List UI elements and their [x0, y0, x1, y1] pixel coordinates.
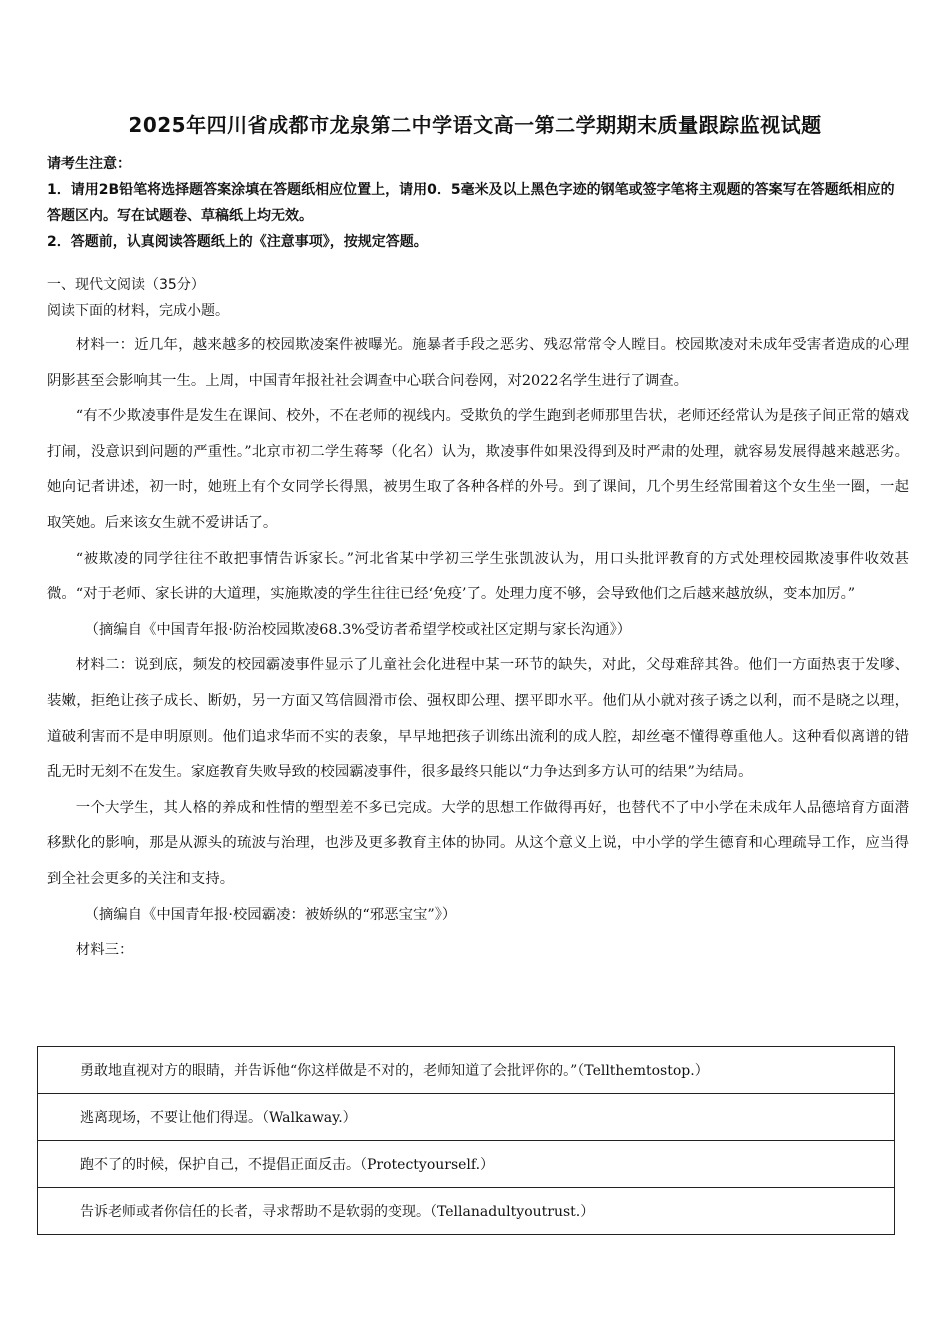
paragraph-material-1: 材料一：近几年，越来越多的校园欺凌案件被曝光。施暴者手段之恶劣、残忍常常令人瞠目。校园欺凌对未成年受害者造成的心理阴影甚至会影响其一生。上周，中国青年报社社会调查中心联合问卷网，对2022名学生进行了调查。 [47, 337, 909, 389]
paragraph-university: 一个大学生，其人格的养成和性情的塑型差不多已完成。大学的思想工作做得再好，也替代不了中小学在未成年人品德培育方面潜移默化的影响，那是从源头的琉波与治理，也涉及更多教育主体的协同。从这个意义上说，中小学的学生德育和心理疏导工作，应当得到全社会更多的关注和支持。 [47, 799, 909, 887]
table-row [38, 1094, 895, 1141]
section-header [47, 272, 907, 324]
material-3-table [37, 1046, 895, 1235]
table-cell: 告诉老师或者你信任的长者，寻求帮助不是软弱的变现。（Tellanadultyoutrust.） [38, 1188, 895, 1235]
document-title: 2025年四川省成都市龙泉第二中学语文高一第二学期期末质量跟踪监视试题 [128, 113, 822, 137]
table-row [38, 1188, 895, 1235]
notice-item-2: 2．答题前，认真阅读答题纸上的《注意事项》，按规定答题。 [47, 234, 428, 250]
source-citation-2: （摘编自《中国青年报·校园霸凌：被娇纵的“邪恶宝宝”》） [84, 906, 457, 923]
notice-item-1: 1．请用2B铅笔将选择题答案涂填在答题纸相应位置上，请用0．5毫米及以上黑色字迹的钢笔或签字笔将主观题的答案写在答题纸相应的答题区内。写在试题卷、草稿纸上均无效。 [47, 182, 895, 224]
paragraph-material-3-label: 材料三： [75, 942, 134, 959]
table-row [38, 1141, 895, 1188]
table-cell: 跑不了的时候，保护自己，不提倡正面反击。（Protectyourself.） [38, 1141, 895, 1188]
source-citation-1: （摘编自《中国青年报·防治校园欺凌68.3%受访者希望学校或社区定期与家长沟通》） [84, 621, 632, 638]
table-row [38, 1047, 895, 1094]
reading-material [47, 328, 909, 969]
paragraph-quote-1: “有不少欺凌事件是发生在课间、校外，不在老师的视线内。受欺负的学生跑到老师那里告状，老师还经常认为是孩子间正常的嬉戏打闹，没意识到问题的严重性。”北京市初二学生蒋琴（化名）认为，欺凌事件如果没得到及时严肃的处理，就容易发展得越来越恶劣。她向记者讲述，初一时，她班上有个女同学长得黑，被男生取了各种各样的外号。到了课间，几个男生经常围着这个女生坐一圈，一起取笑她。后来该女生就不爱讲话了。 [47, 408, 909, 531]
section-instruction: 阅读下面的材料，完成小题。 [47, 303, 229, 319]
paragraph-quote-2: “被欺凌的同学往往不敢把事情告诉家长。”河北省某中学初三学生张凯波认为，用口头批评教育的方式处理校园欺凌事件收效甚微。“对于老师、家长讲的大道理，实施欺凌的学生往往已经‘免疫’了。处理力度不够，会导致他们之后越来越放纵，变本加厉。” [47, 550, 909, 603]
section-heading: 一、现代文阅读（35分） [47, 277, 205, 293]
candidate-notice [47, 151, 907, 255]
paragraph-material-2: 材料二：说到底，频发的校园霸凌事件显示了儿童社会化进程中某一环节的缺失，对此，父母难辞其咎。他们一方面热衷于发嗲、装嫩，拒绝让孩子成长、断奶，另一方面又笃信圆滑市侩、强权即公理、摆平即水平。他们从小就对孩子诱之以利，而不是晓之以理，道破利害而不是申明原则。他们追求华而不实的表象，早早地把孩子训练出流利的成人腔，却丝毫不懂得尊重他人。这种看似离谱的错乱无时无刻不在发生。家庭教育失败导致的校园霸凌事件，很多最终只能以“力争达到多方认可的结果”为结局。 [47, 657, 909, 781]
table-cell: 逃离现场，不要让他们得逞。（Walkaway.） [38, 1094, 895, 1141]
notice-heading: 请考生注意： [47, 156, 131, 172]
table-cell: 勇敢地直视对方的眼睛，并告诉他“你这样做是不对的，老师知道了会批评你的。”（Tellthemtostop.） [38, 1047, 895, 1094]
